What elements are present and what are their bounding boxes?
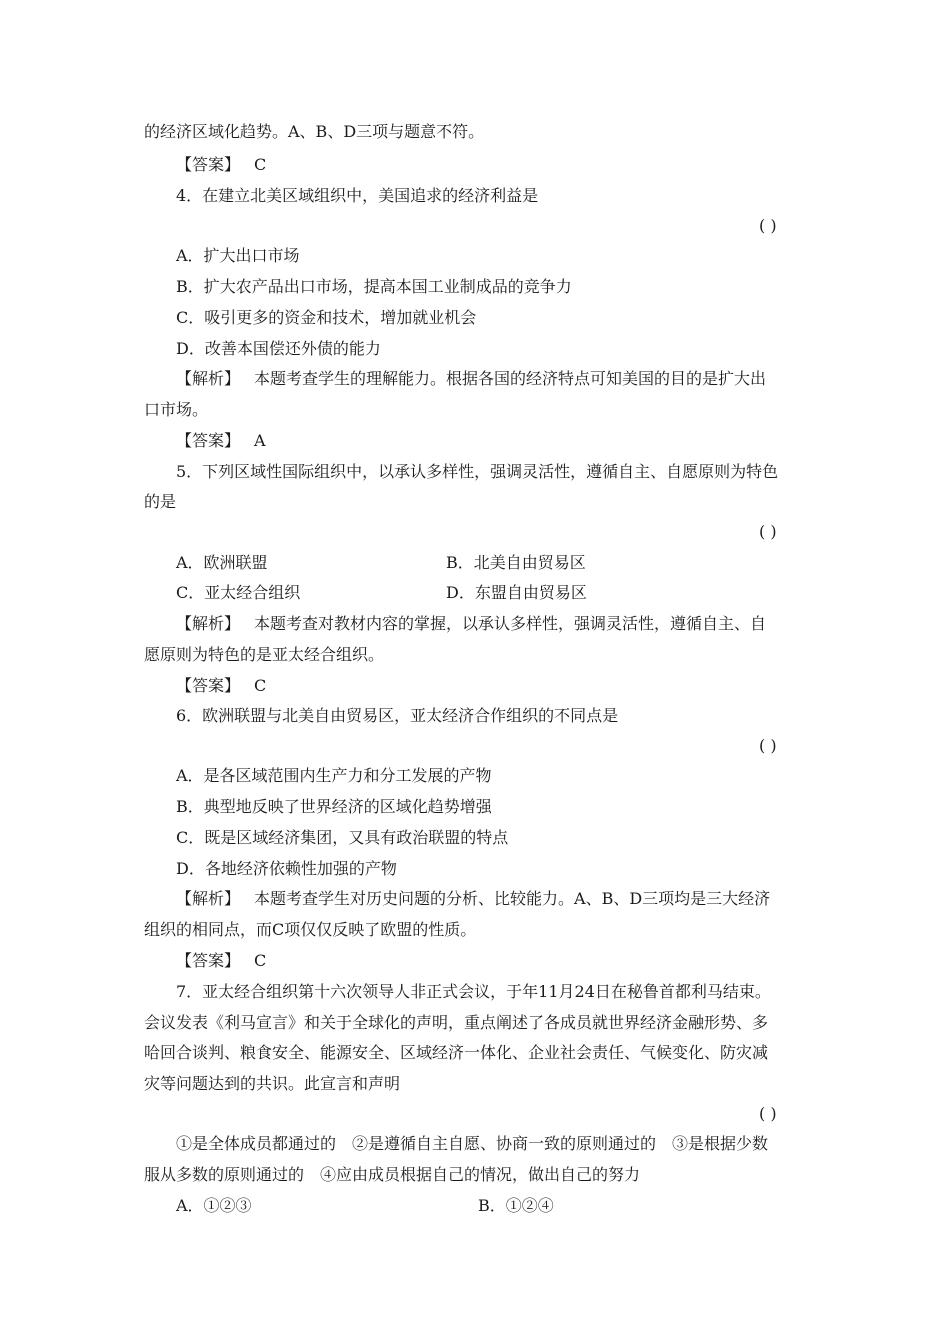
text-line: 会议发表《利马宣言》和关于全球化的声明，重点阐述了各成员就世界经济金融形势、多 [144, 1013, 769, 1032]
answer-blank: ( ) [759, 522, 777, 541]
text-line: 灾等问题达到的共识。此宣言和声明 [144, 1074, 401, 1093]
answer-line [176, 951, 266, 971]
analysis-label: 【解析】 [176, 889, 241, 908]
option-b: B．①②④ [478, 1196, 554, 1215]
answer-label: 【答案】 [176, 155, 241, 174]
answer-blank: ( ) [759, 1104, 777, 1123]
analysis-line [176, 614, 766, 634]
option-a: A．①②③ [176, 1196, 252, 1215]
answer-value: A [254, 431, 266, 450]
analysis-label: 【解析】 [176, 369, 241, 388]
answer-label: 【答案】 [176, 951, 241, 970]
option-b: B．典型地反映了世界经济的区域化趋势增强 [176, 797, 492, 816]
option-a: A．是各区域范围内生产力和分工发展的产物 [176, 766, 492, 785]
answer-blank: ( ) [759, 216, 777, 235]
analysis-text: 本题考查学生的理解能力。根据各国的经济特点可知美国的目的是扩大出 [254, 369, 767, 388]
answer-line [176, 676, 266, 696]
text-line: 的是 [144, 492, 177, 511]
question-6: 6．欧洲联盟与北美自由贸易区，亚太经济合作组织的不同点是 [176, 706, 619, 725]
option-c: C．吸引更多的资金和技术，增加就业机会 [176, 308, 477, 327]
question-4: 4．在建立北美区域组织中，美国追求的经济利益是 [176, 186, 539, 205]
option-d: D．改善本国偿还外债的能力 [176, 339, 381, 358]
question-7: 7．亚太经合组织第十六次领导人非正式会议，于年11月24日在秘鲁首都利马结束。 [176, 982, 771, 1001]
analysis-text: 本题考查对教材内容的掌握，以承认多样性，强调灵活性，遵循自主、自 [254, 614, 767, 633]
text-line: 组织的相同点，而C项仅仅反映了欧盟的性质。 [144, 920, 477, 939]
answer-label: 【答案】 [176, 431, 241, 450]
answer-value: C [254, 676, 267, 695]
statement-options: ①是全体成员都通过的 ②是遵循自主自愿、协商一致的原则通过的 ③是根据少数 [176, 1134, 769, 1153]
option-a: A．欧洲联盟 [176, 553, 268, 572]
analysis-text: 本题考查学生对历史问题的分析、比较能力。A、B、D三项均是三大经济 [254, 889, 771, 908]
text-line: 服从多数的原则通过的 ④应由成员根据自己的情况，做出自己的努力 [144, 1165, 641, 1184]
answer-label: 【答案】 [176, 676, 241, 695]
text-line: 的经济区域化趋势。A、B、D三项与题意不符。 [144, 122, 485, 141]
question-5: 5．下列区域性国际组织中，以承认多样性，强调灵活性，遵循自主、自愿原则为特色 [176, 462, 779, 481]
option-b: B．扩大农产品出口市场，提高本国工业制成品的竞争力 [176, 277, 572, 296]
answer-line [176, 431, 266, 451]
option-b: B．北美自由贸易区 [446, 553, 586, 572]
text-line: 哈回合谈判、粮食安全、能源安全、区域经济一体化、企业社会责任、气候变化、防灾减 [144, 1043, 769, 1062]
answer-value: C [254, 155, 267, 174]
option-c: C．既是区域经济集团，又具有政治联盟的特点 [176, 828, 509, 847]
text-line: 愿原则为特色的是亚太经合组织。 [144, 645, 385, 664]
option-c: C．亚太经合组织 [176, 583, 301, 602]
analysis-line [176, 369, 766, 389]
option-a: A．扩大出口市场 [176, 246, 300, 265]
option-d: D．东盟自由贸易区 [446, 583, 587, 602]
option-d: D．各地经济依赖性加强的产物 [176, 859, 397, 878]
analysis-label: 【解析】 [176, 614, 241, 633]
text-line: 口市场。 [144, 400, 209, 419]
answer-blank: ( ) [759, 736, 777, 755]
answer-line [176, 155, 266, 175]
analysis-line [176, 889, 770, 909]
answer-value: C [254, 951, 267, 970]
